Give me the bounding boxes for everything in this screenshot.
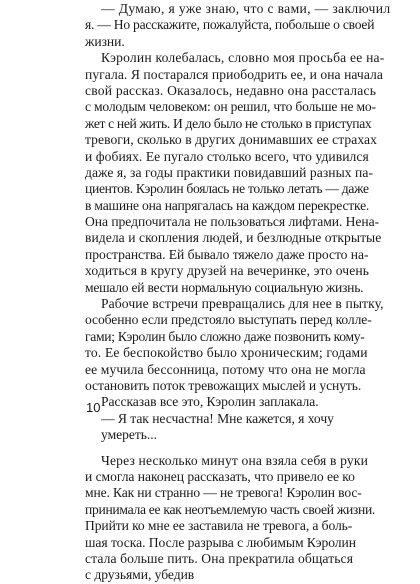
- text-line: жизни.: [85, 33, 125, 49]
- text-line: принимала ее как неотъемлемую часть своей жизни.: [85, 501, 376, 517]
- text-line: гами; Кэролин было сложно даже позвонить кому-: [85, 328, 365, 344]
- text-line: мешало ей вести нормальную социальную жизнь.: [85, 279, 364, 295]
- text-line: видела и скопления людей, и безлюдные открытые: [85, 230, 382, 246]
- text-line: пространства. Ей бывало тяжело даже просто на-: [85, 246, 369, 262]
- text-line: особенно если предстояло выступать перед колле-: [85, 312, 372, 328]
- text-line: мне. Как ни странно — не тревога! Кэролин вос-: [85, 485, 362, 501]
- text-line: Она предпочитала не пользоваться лифтами. Нена-: [85, 214, 380, 230]
- paragraph-gap: [85, 444, 385, 453]
- text-line: Рабочие встречи превращались для нее в пытку,: [101, 296, 384, 312]
- text-line: пугала. Я постарался приободрить ее, и она начала: [85, 66, 383, 82]
- body-text: [85, 1, 391, 584]
- text-line: шая тоска. После разрыва с любимым Кэролин: [85, 534, 356, 550]
- text-line: жет с ней жить. И дело было не столько в приступах: [85, 115, 372, 131]
- text-line: ходиться в кругу друзей на вечеринке, это очень: [85, 263, 370, 279]
- text-line: ее мучила бессонница, потому что она не могла: [85, 361, 366, 377]
- text-line: Рассказав все это, Кэролин заплакала.: [101, 394, 319, 410]
- text-line: в машине она напрягалась на каждом перекрестке.: [85, 197, 370, 213]
- text-line: я. — Но расскажите, пожалуйста, побольше о своей: [85, 17, 375, 33]
- text-line: остановить поток тревожащих мыслей и уснуть.: [85, 377, 362, 393]
- text-line: свой рассказ. Оказалось, недавно она рассталась: [85, 82, 377, 98]
- text-line: то. Ее беспокойство было хроническим; годами: [85, 345, 368, 361]
- text-line: Через несколько минут она взяла себя в руки: [101, 452, 369, 468]
- text-line: — Я так несчастна! Мне кажется, я хочу умереть...: [101, 410, 334, 443]
- page-number: 10: [86, 400, 101, 415]
- text-line: тревоги, сколько в других донимавших ее страхах: [85, 132, 377, 148]
- text-line: и фобиях. Ее пугало столько всего, что удивился: [85, 148, 369, 164]
- text-line: даже я, за годы практики повидавший разных па-: [85, 164, 374, 180]
- text-line: с молодым человеком: он решил, что больше не мо-: [85, 99, 376, 115]
- text-line: Кэролин колебалась, словно моя просьба ее на-: [101, 50, 385, 66]
- text-line: Прийти ко мне ее заставила не тревога, а боль-: [85, 518, 353, 534]
- text-line: с друзьями, убедив: [85, 567, 195, 583]
- text-line: и смогла наконец рассказать, что привело ее ко: [85, 468, 355, 484]
- text-line: стала больше пить. Она прекратила общаться: [85, 550, 354, 566]
- text-line: — Думаю, я уже знаю, что с вами, — заключил: [101, 1, 391, 16]
- text-line: циентов. Кэролин боялась не только летать — даже: [85, 181, 369, 197]
